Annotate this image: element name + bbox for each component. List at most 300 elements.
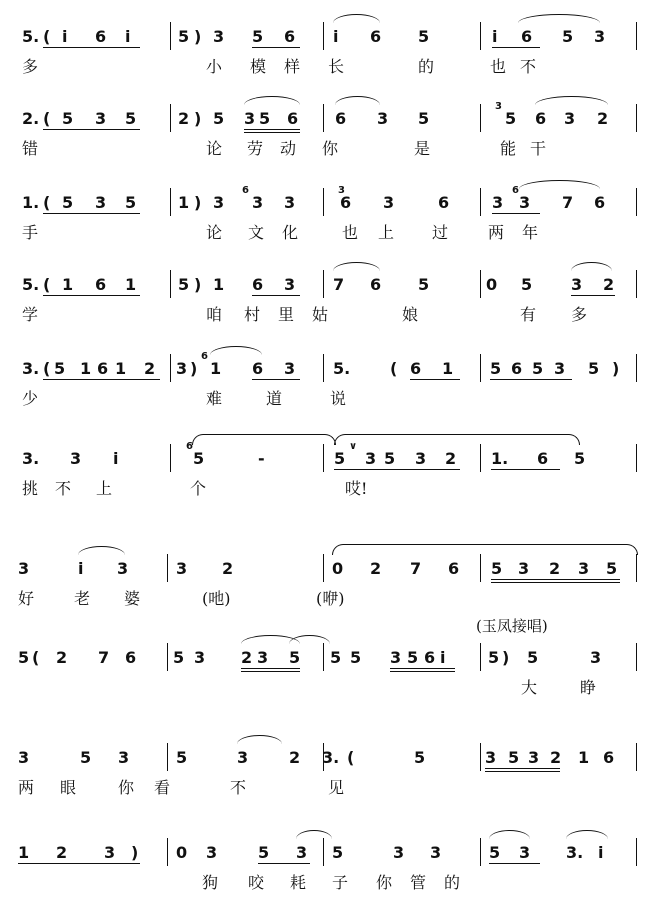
beam-underline <box>410 379 460 380</box>
lyric-char: 道 <box>266 389 283 408</box>
note: 5 <box>125 193 137 212</box>
note: 5 <box>176 748 188 767</box>
beam-underline <box>492 213 540 214</box>
bar-line <box>480 444 481 472</box>
lyric-char: 眼 <box>60 778 77 797</box>
lyric-char: 也 <box>490 57 507 76</box>
note: 2 <box>549 559 561 578</box>
bar-line <box>636 354 637 382</box>
note: 6 <box>370 27 382 46</box>
lyric-char: 大 <box>521 678 538 697</box>
note: 1 <box>80 359 92 378</box>
bar-line <box>636 188 637 216</box>
lyric-char: 的 <box>444 873 461 892</box>
note: 2 <box>550 748 562 767</box>
bar-line <box>167 743 168 771</box>
note: 7 <box>562 193 574 212</box>
lyric-char: 是 <box>414 139 431 158</box>
bar-line <box>480 354 481 382</box>
note: 5 <box>588 359 600 378</box>
note: 5 <box>488 648 500 667</box>
note: 5 <box>54 359 66 378</box>
lyric-char: 个 <box>190 479 207 498</box>
note: 6 <box>95 27 107 46</box>
lyric-char: 多 <box>22 57 39 76</box>
note: - <box>258 449 265 468</box>
note: 6 <box>438 193 450 212</box>
note: ) <box>131 843 139 862</box>
note: ( <box>347 748 355 767</box>
note: 5 <box>508 748 520 767</box>
bar-line <box>323 270 324 298</box>
note: 3 <box>519 193 531 212</box>
slur <box>571 262 612 271</box>
note: 1. <box>22 193 40 212</box>
note: 6 <box>287 109 299 128</box>
note: 7 <box>410 559 422 578</box>
note: 6 <box>424 648 436 667</box>
bar-line <box>323 444 324 472</box>
score-system <box>0 745 649 815</box>
note: ) <box>194 193 202 212</box>
bar-line <box>636 554 637 582</box>
bar-line <box>480 188 481 216</box>
beam-underline <box>244 132 300 133</box>
note: 3 <box>213 193 225 212</box>
bar-line <box>323 188 324 216</box>
note: 1 <box>210 359 222 378</box>
beam-underline <box>244 129 300 130</box>
lyric-char: 能 <box>500 139 517 158</box>
note: i <box>78 559 84 578</box>
note: 5 <box>418 275 430 294</box>
note: 3 <box>590 648 602 667</box>
bar-line <box>170 444 171 472</box>
slur <box>237 735 282 744</box>
lyric-char: 睁 <box>580 678 597 697</box>
note: 5 <box>252 27 264 46</box>
note: 3 <box>18 748 30 767</box>
grace-note: 6 <box>512 185 519 196</box>
beam-underline <box>491 579 620 580</box>
note: 5 <box>521 275 533 294</box>
bar-line <box>323 743 324 771</box>
lyric-char: 你 <box>376 873 393 892</box>
slur <box>489 830 530 839</box>
note: 5 <box>259 109 271 128</box>
bar-line <box>480 270 481 298</box>
note: 5 <box>289 648 301 667</box>
slur <box>333 14 380 23</box>
lyric-char: 说 <box>330 389 347 408</box>
lyric-char: 两 <box>18 778 35 797</box>
bar-line <box>480 743 481 771</box>
grace-note: 6 <box>201 351 208 362</box>
bar-line <box>636 743 637 771</box>
note: 3 <box>485 748 497 767</box>
note: 6 <box>95 275 107 294</box>
note: 5 <box>574 449 586 468</box>
note: 6 <box>521 27 533 46</box>
note: 5 <box>173 648 185 667</box>
beam-underline <box>334 469 460 470</box>
lyric-char: 上 <box>378 223 395 242</box>
lyric-char: 模 <box>250 57 267 76</box>
note: 3 <box>554 359 566 378</box>
note: i <box>125 27 131 46</box>
beam-underline <box>18 863 140 864</box>
note: 6 <box>335 109 347 128</box>
note: 2 <box>241 648 253 667</box>
bar-line <box>636 838 637 866</box>
lyric-char: 多 <box>571 305 588 324</box>
bar-line <box>170 354 171 382</box>
note: 5 <box>62 193 74 212</box>
note: i <box>62 27 68 46</box>
note: 6 <box>537 449 549 468</box>
note: 5 <box>532 359 544 378</box>
note: 5 <box>418 27 430 46</box>
lyric-char: 好 <box>18 589 35 608</box>
note: 3. <box>322 748 340 767</box>
beam-underline <box>241 671 300 672</box>
beam-underline <box>492 47 540 48</box>
note: 3 <box>18 559 30 578</box>
lyric-char: 婆 <box>124 589 141 608</box>
beam-underline <box>43 213 140 214</box>
note: 6 <box>97 359 109 378</box>
lyric-char: 不 <box>520 57 537 76</box>
note: 6 <box>535 109 547 128</box>
note: 3 <box>252 193 264 212</box>
bar-line <box>636 643 637 671</box>
bar-line <box>170 22 171 50</box>
note: 3 <box>377 109 389 128</box>
note: 3 <box>296 843 308 862</box>
score-system <box>0 840 649 910</box>
note: 6 <box>594 193 606 212</box>
lyric-char: 哎! <box>345 479 368 498</box>
score-system <box>0 272 649 342</box>
note: 5 <box>193 449 205 468</box>
note: 1 <box>115 359 127 378</box>
note: 6 <box>252 359 264 378</box>
note: 5 <box>62 109 74 128</box>
note: 3 <box>284 359 296 378</box>
note: ) <box>194 27 202 46</box>
lyric-char: (吔) <box>202 589 231 608</box>
note: 3 <box>95 193 107 212</box>
lyric-char: 少 <box>22 389 39 408</box>
bar-line <box>636 444 637 472</box>
beam-underline <box>489 863 540 864</box>
note: 3 <box>393 843 405 862</box>
note: 3 <box>528 748 540 767</box>
note: 5. <box>333 359 351 378</box>
note: 1 <box>62 275 74 294</box>
bar-line <box>323 838 324 866</box>
note: 6 <box>410 359 422 378</box>
slur <box>210 346 262 355</box>
bar-line <box>480 554 481 582</box>
lyric-char: 看 <box>154 778 171 797</box>
note: ) <box>612 359 620 378</box>
note: 3 <box>365 449 377 468</box>
note: 2 <box>445 449 457 468</box>
lyric-char: 耗 <box>290 873 307 892</box>
note: ( <box>43 359 51 378</box>
score-system <box>0 441 649 516</box>
note: 1 <box>578 748 590 767</box>
slur <box>296 830 332 839</box>
note: 1 <box>18 843 30 862</box>
score-system <box>0 556 649 626</box>
lyric-char: 有 <box>520 305 537 324</box>
note: 6 <box>125 648 137 667</box>
note: 5 <box>562 27 574 46</box>
beam-underline <box>390 671 455 672</box>
bar-line <box>323 643 324 671</box>
note: 2. <box>22 109 40 128</box>
tie <box>192 434 336 445</box>
note: 2 <box>289 748 301 767</box>
bar-line <box>480 104 481 132</box>
note: 7 <box>98 648 110 667</box>
note: ) <box>502 648 510 667</box>
lyric-char: 狗 <box>202 873 219 892</box>
bar-line <box>323 104 324 132</box>
note: 3 <box>95 109 107 128</box>
note: 5 <box>178 275 190 294</box>
lyric-char: 管 <box>410 873 427 892</box>
note: 1 <box>442 359 454 378</box>
bar-line <box>170 270 171 298</box>
bar-line <box>480 22 481 50</box>
note: 3 <box>390 648 402 667</box>
beam-underline <box>252 47 300 48</box>
lyric-char: 村 <box>244 305 261 324</box>
bar-line <box>480 838 481 866</box>
bar-line <box>167 838 168 866</box>
note: 2 <box>144 359 156 378</box>
note: 3 <box>176 359 188 378</box>
note: 5 <box>125 109 137 128</box>
note: 2 <box>178 109 190 128</box>
note: 5 <box>407 648 419 667</box>
beam-underline <box>491 469 560 470</box>
note: 5 <box>334 449 346 468</box>
beam-underline <box>485 771 560 772</box>
note: 3 <box>213 27 225 46</box>
slur <box>519 180 600 189</box>
tie <box>334 434 580 445</box>
note: 5 <box>332 843 344 862</box>
note: 6 <box>370 275 382 294</box>
note: i <box>492 27 498 46</box>
lyric-char: 咱 <box>206 305 223 324</box>
beam-underline <box>241 668 300 669</box>
note: 3 <box>118 748 130 767</box>
beam-underline <box>571 295 615 296</box>
note: ) <box>194 109 202 128</box>
slur <box>333 262 380 271</box>
score-system <box>0 351 649 426</box>
note: 3 <box>519 843 531 862</box>
slur <box>78 546 125 555</box>
grace-note: 6 <box>242 185 249 196</box>
note: 5 <box>350 648 362 667</box>
grace-note: ∨ <box>349 441 358 452</box>
lyric-char: 长 <box>328 57 345 76</box>
note: 6 <box>284 27 296 46</box>
lyric-char: 劳 <box>247 139 264 158</box>
note: 3 <box>206 843 218 862</box>
lyric-char: 难 <box>206 389 223 408</box>
note: i <box>440 648 446 667</box>
note: 3 <box>244 109 256 128</box>
note: 7 <box>333 275 345 294</box>
lyric-char: 两 <box>488 223 505 242</box>
lyric-char: 动 <box>280 139 297 158</box>
lyric-char: 论 <box>206 223 223 242</box>
bar-line <box>167 554 168 582</box>
lyric-char: 也 <box>342 223 359 242</box>
note: 3 <box>284 275 296 294</box>
lyric-char: 小 <box>206 57 223 76</box>
score-system <box>0 185 649 260</box>
tie <box>332 544 638 555</box>
note: 6 <box>511 359 523 378</box>
note: 2 <box>603 275 615 294</box>
bar-line <box>323 22 324 50</box>
bar-line <box>636 104 637 132</box>
note: i <box>113 449 119 468</box>
note: i <box>598 843 604 862</box>
note: 6 <box>340 193 352 212</box>
note: 5 <box>418 109 430 128</box>
note: 5 <box>178 27 190 46</box>
note: 2 <box>56 648 68 667</box>
note: ( <box>43 193 51 212</box>
score-system <box>0 24 649 94</box>
lyric-char: 错 <box>22 139 39 158</box>
bar-line <box>636 22 637 50</box>
note: 5 <box>527 648 539 667</box>
lyric-char: 你 <box>322 139 339 158</box>
note: 5 <box>18 648 30 667</box>
beam-underline <box>80 379 160 380</box>
note: 2 <box>370 559 382 578</box>
note: 2 <box>597 109 609 128</box>
performer-annotation: (玉凤接唱) <box>476 617 548 635</box>
beam-underline <box>252 379 300 380</box>
note: 5 <box>330 648 342 667</box>
lyric-char: 里 <box>278 305 295 324</box>
beam-underline <box>390 668 455 669</box>
note: ( <box>390 359 398 378</box>
beam-underline <box>491 582 620 583</box>
note: 3 <box>176 559 188 578</box>
note: 5. <box>22 275 40 294</box>
beam-underline <box>43 129 140 130</box>
note: 5 <box>491 559 503 578</box>
note: 5 <box>490 359 502 378</box>
note: ) <box>190 359 198 378</box>
note: ( <box>43 275 51 294</box>
note: i <box>333 27 339 46</box>
lyric-char: 姑 <box>312 305 329 324</box>
note: 5 <box>414 748 426 767</box>
lyric-char: (咿) <box>316 589 345 608</box>
beam-underline <box>490 379 572 380</box>
note: 3 <box>70 449 82 468</box>
lyric-char: 样 <box>284 57 301 76</box>
note: 6 <box>603 748 615 767</box>
note: 5 <box>213 109 225 128</box>
note: 5 <box>489 843 501 862</box>
lyric-char: 论 <box>206 139 223 158</box>
lyric-char: 干 <box>530 139 547 158</box>
note: 3 <box>594 27 606 46</box>
lyric-char: 上 <box>96 479 113 498</box>
note: 5 <box>258 843 270 862</box>
lyric-char: 过 <box>432 223 449 242</box>
note: 3 <box>104 843 116 862</box>
grace-note: 6 <box>186 441 193 452</box>
note: ( <box>32 648 40 667</box>
bar-line <box>636 270 637 298</box>
note: 3 <box>383 193 395 212</box>
lyric-char: 化 <box>282 223 299 242</box>
note: 5 <box>384 449 396 468</box>
slur <box>289 635 330 644</box>
note: 3 <box>284 193 296 212</box>
grace-note: 3 <box>495 101 502 112</box>
note: 5 <box>505 109 517 128</box>
lyric-char: 老 <box>74 589 91 608</box>
score-system <box>0 101 649 176</box>
slur <box>518 14 600 23</box>
note: 5 <box>80 748 92 767</box>
note: ) <box>194 275 202 294</box>
lyric-char: 见 <box>328 778 345 797</box>
beam-underline <box>258 863 310 864</box>
slur <box>566 830 608 839</box>
note: 1. <box>491 449 509 468</box>
note: 2 <box>56 843 68 862</box>
note: 5. <box>22 27 40 46</box>
bar-line <box>323 554 324 582</box>
beam-underline <box>43 295 140 296</box>
bar-line <box>323 354 324 382</box>
bar-line <box>170 104 171 132</box>
note: 3 <box>518 559 530 578</box>
beam-underline <box>485 768 560 769</box>
lyric-char: 不 <box>230 778 247 797</box>
note: 3. <box>22 359 40 378</box>
note: 0 <box>176 843 188 862</box>
note: 1 <box>178 193 190 212</box>
note: 0 <box>486 275 498 294</box>
lyric-char: 不 <box>55 479 72 498</box>
lyric-char: 挑 <box>22 479 39 498</box>
note: 3 <box>117 559 129 578</box>
note: 6 <box>448 559 460 578</box>
lyric-char: 年 <box>522 223 539 242</box>
lyric-char: 的 <box>418 57 435 76</box>
score-system <box>0 617 649 715</box>
note: 5 <box>606 559 618 578</box>
